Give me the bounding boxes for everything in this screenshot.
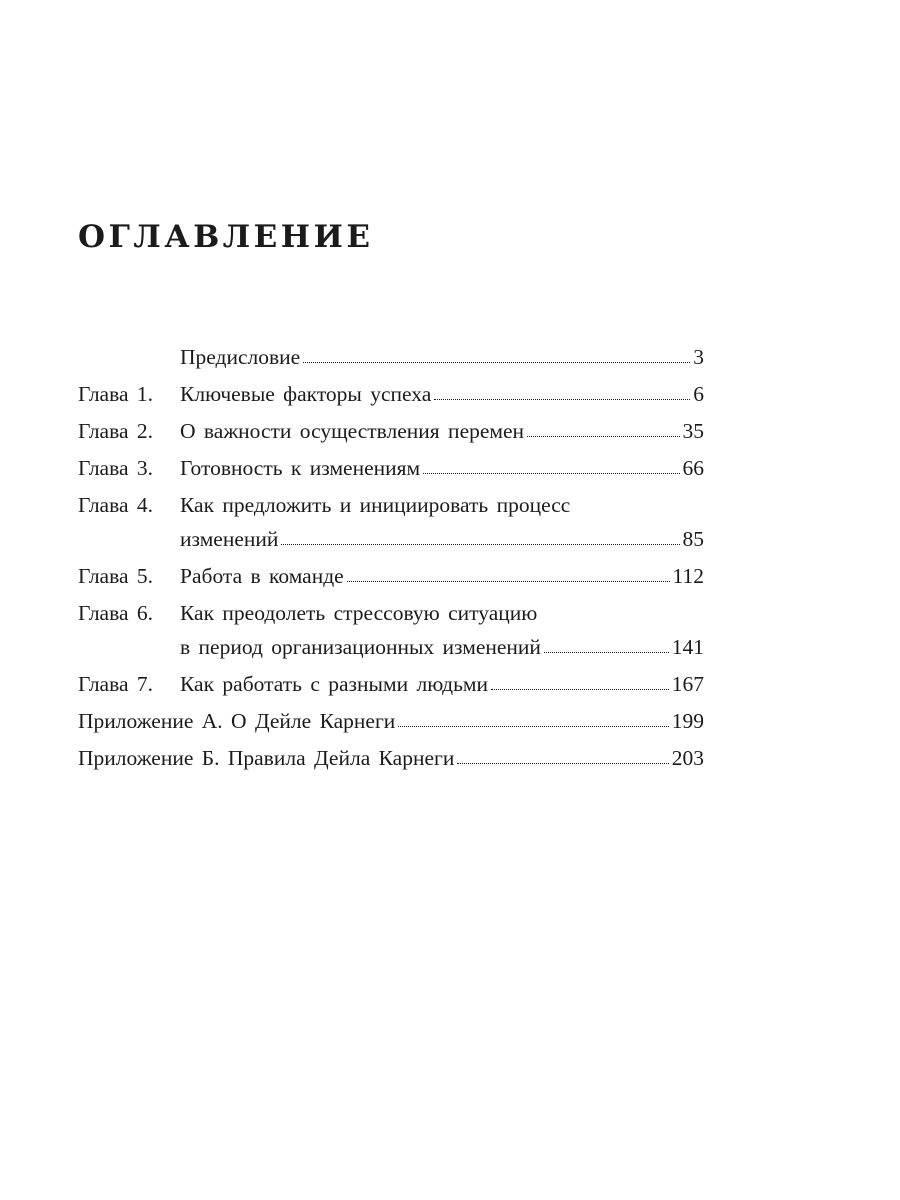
toc-page-number: 112 [672, 564, 704, 588]
toc-entry-title-continued: изменений [180, 527, 279, 551]
toc-entry-title: Ключевые факторы успеха [180, 382, 432, 406]
toc-page-number: 35 [682, 419, 704, 443]
toc-entry-title-continued: в период организационных изменений [180, 635, 541, 659]
toc-entry-chapter-1[interactable] [78, 377, 704, 411]
toc-entry-prefix: Глава 5. [78, 564, 153, 588]
toc-entry-title: Готовность к изменениям [180, 456, 421, 480]
toc-entry-appendix-b[interactable] [78, 741, 704, 775]
toc-page-number: 167 [671, 672, 704, 696]
toc-page-number: 199 [671, 709, 704, 733]
dot-leader [491, 687, 669, 690]
toc-entry-chapter-4[interactable] [78, 488, 704, 556]
toc-entry-title: Предисловие [180, 345, 301, 369]
toc-entry-prefix: Глава 3. [78, 456, 153, 480]
toc-entry-appendix-a[interactable] [78, 704, 704, 738]
toc-page-number: 66 [682, 456, 704, 480]
toc-page-number: 203 [671, 746, 704, 770]
dot-leader [544, 650, 669, 653]
dot-leader [303, 360, 690, 363]
toc-entry-prefix: Глава 2. [78, 419, 153, 443]
toc-entry-title: Как предложить и инициировать процесс [180, 493, 571, 517]
dot-leader [281, 542, 679, 545]
toc-entry-chapter-3[interactable] [78, 451, 704, 485]
toc-entry-prefix: Глава 6. [78, 601, 153, 625]
toc-entry-chapter-6[interactable] [78, 596, 704, 664]
toc-entry-title: Как преодолеть стрессовую ситуацию [180, 601, 538, 625]
toc-entry-chapter-5[interactable] [78, 559, 704, 593]
dot-leader [527, 434, 679, 437]
toc-page-number: 3 [693, 345, 704, 369]
toc-page-number: 6 [693, 382, 704, 406]
table-of-contents [78, 340, 704, 778]
page-title: ОГЛАВЛЕНИЕ [78, 219, 374, 255]
dot-leader [457, 761, 668, 764]
toc-entry-prefix: Глава 1. [78, 382, 153, 406]
toc-entry-chapter-7[interactable] [78, 667, 704, 701]
toc-entry-title: Приложение Б. Правила Дейла Карнеги [78, 746, 455, 770]
toc-entry-prefix: Глава 4. [78, 493, 153, 517]
dot-leader [347, 579, 670, 582]
toc-entry-chapter-2[interactable] [78, 414, 704, 448]
toc-entry-preface[interactable] [78, 340, 704, 374]
dot-leader [434, 397, 690, 400]
toc-entry-title: О важности осуществления перемен [180, 419, 525, 443]
toc-entry-title: Как работать с разными людьми [180, 672, 489, 696]
dot-leader [423, 471, 679, 474]
toc-entry-prefix: Глава 7. [78, 672, 153, 696]
toc-page-number: 141 [671, 635, 704, 659]
toc-page-number: 85 [682, 527, 704, 551]
toc-entry-title: Приложение А. О Дейле Карнеги [78, 709, 396, 733]
toc-entry-title: Работа в команде [180, 564, 344, 588]
dot-leader [398, 724, 668, 727]
